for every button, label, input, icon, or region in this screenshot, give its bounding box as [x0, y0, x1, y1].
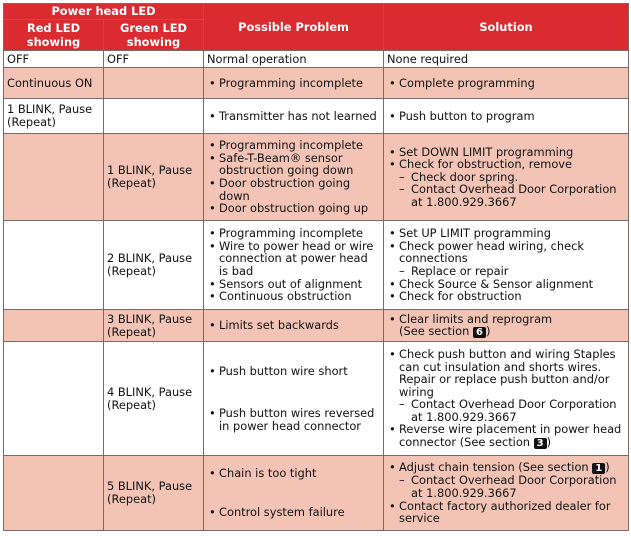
red-led-cell: Continuous ON: [4, 68, 104, 99]
solution-item: • Check for obstruction: [387, 290, 625, 303]
problem-item: • Push button wires reversed in power head connector: [207, 407, 380, 432]
problem-item: • Push button wire short: [207, 365, 380, 378]
problem-item: • Programming incomplete: [207, 227, 380, 240]
solution-cell: [384, 310, 629, 342]
solution-item: • Check push button and wiring Staples can cut insulation and shorts wires. Repair or replace push button and/or wiring: [387, 348, 625, 398]
solution-cell: [384, 134, 629, 221]
red-led-cell: [4, 310, 104, 342]
red-led-cell: [4, 134, 104, 221]
solution-item: • Push button to program: [387, 110, 625, 123]
solution-cell: None required: [384, 51, 629, 68]
red-led-cell: [4, 342, 104, 456]
green-led-cell: 2 BLINK, Pause (Repeat): [104, 221, 204, 310]
table-row: [4, 134, 629, 221]
solution-item: [387, 423, 625, 449]
solution-item: • Set DOWN LIMIT programming: [387, 146, 625, 159]
red-led-cell: [4, 221, 104, 310]
solution-item: • Clear limits and reprogram: [387, 313, 625, 326]
solution-item: • Contact factory authorized dealer for service: [387, 500, 625, 525]
solution-item: • Check power head wiring, check connections: [387, 240, 625, 265]
green-led-cell: [104, 99, 204, 134]
solution-text: Adjust chain tension (See section: [399, 460, 589, 475]
green-led-cell: 1 BLINK, Pause (Repeat): [104, 134, 204, 221]
header-red-led: Red LED showing: [4, 20, 104, 51]
solution-subitem: – Replace or repair: [387, 265, 625, 278]
problem-item: • Chain is too tight: [207, 467, 380, 480]
see-section-text: (See section: [399, 324, 470, 339]
solution-subitem: – Check door spring.: [387, 171, 625, 184]
header-solution: Solution: [384, 4, 629, 51]
table-row: [4, 456, 629, 531]
section-badge: 6: [473, 327, 486, 338]
solution-item: • Check Source & Sensor alignment: [387, 278, 625, 291]
problem-item: • Control system failure: [207, 506, 380, 519]
problem-cell: [204, 68, 384, 99]
troubleshooting-table: [3, 3, 629, 531]
solution-cell: [384, 68, 629, 99]
table-row: [4, 342, 629, 456]
header-possible-problem: Possible Problem: [204, 4, 384, 51]
closing-paren: ): [605, 460, 610, 475]
red-led-cell: 1 BLINK, Pause (Repeat): [4, 99, 104, 134]
problem-item: • Safe-T-Beam® sensor obstruction going down: [207, 152, 380, 177]
problem-item: • Continuous obstruction: [207, 290, 380, 303]
section-badge: 1: [592, 463, 605, 474]
solution-cell: [384, 99, 629, 134]
solution-subitem: – Contact Overhead Door Corporation at 1.800.929.3667: [387, 474, 625, 499]
solution-cell: [384, 342, 629, 456]
problem-cell: [204, 456, 384, 531]
problem-cell: [204, 134, 384, 221]
problem-cell: [204, 342, 384, 456]
green-led-cell: 3 BLINK, Pause (Repeat): [104, 310, 204, 342]
table-row: [4, 99, 629, 134]
solution-item: • Complete programming: [387, 77, 625, 90]
problem-item: • Door obstruction going down: [207, 177, 380, 202]
section-badge: 3: [534, 438, 547, 449]
table-row: [4, 310, 629, 342]
green-led-cell: OFF: [104, 51, 204, 68]
solution-cell: [384, 221, 629, 310]
problem-item: • Programming incomplete: [207, 139, 380, 152]
table-row: [4, 51, 629, 68]
header-power-head-led: Power head LED: [4, 4, 204, 20]
solution-text: Reverse wire placement in power head connector (See section: [399, 422, 622, 450]
solution-item: • Set UP LIMIT programming: [387, 227, 625, 240]
red-led-cell: [4, 456, 104, 531]
green-led-cell: 5 BLINK, Pause (Repeat): [104, 456, 204, 531]
closing-paren: ): [485, 324, 491, 339]
solution-subitem: – Contact Overhead Door Corporation at 1.800.929.3667: [387, 183, 625, 208]
green-led-cell: [104, 68, 204, 99]
solution-item-continued: [387, 325, 625, 338]
red-led-cell: OFF: [4, 51, 104, 68]
problem-item: • Programming incomplete: [207, 77, 380, 90]
problem-item: • Limits set backwards: [207, 319, 380, 332]
problem-cell: [204, 310, 384, 342]
table-row: [4, 221, 629, 310]
solution-cell: [384, 456, 629, 531]
header-green-led: Green LED showing: [104, 20, 204, 51]
problem-cell: Normal operation: [204, 51, 384, 68]
solution-subitem: – Contact Overhead Door Corporation at 1.800.929.3667: [387, 398, 625, 423]
green-led-cell: 4 BLINK, Pause (Repeat): [104, 342, 204, 456]
problem-item: • Door obstruction going up: [207, 202, 380, 215]
problem-item: • Wire to power head or wire connection at power head is bad: [207, 240, 380, 278]
problem-cell: [204, 221, 384, 310]
solution-item: • Check for obstruction, remove: [387, 158, 625, 171]
problem-item: • Sensors out of alignment: [207, 278, 380, 291]
closing-paren: ): [546, 435, 552, 450]
table-row: [4, 68, 629, 99]
problem-cell: [204, 99, 384, 134]
problem-item: • Transmitter has not learned: [207, 110, 380, 123]
